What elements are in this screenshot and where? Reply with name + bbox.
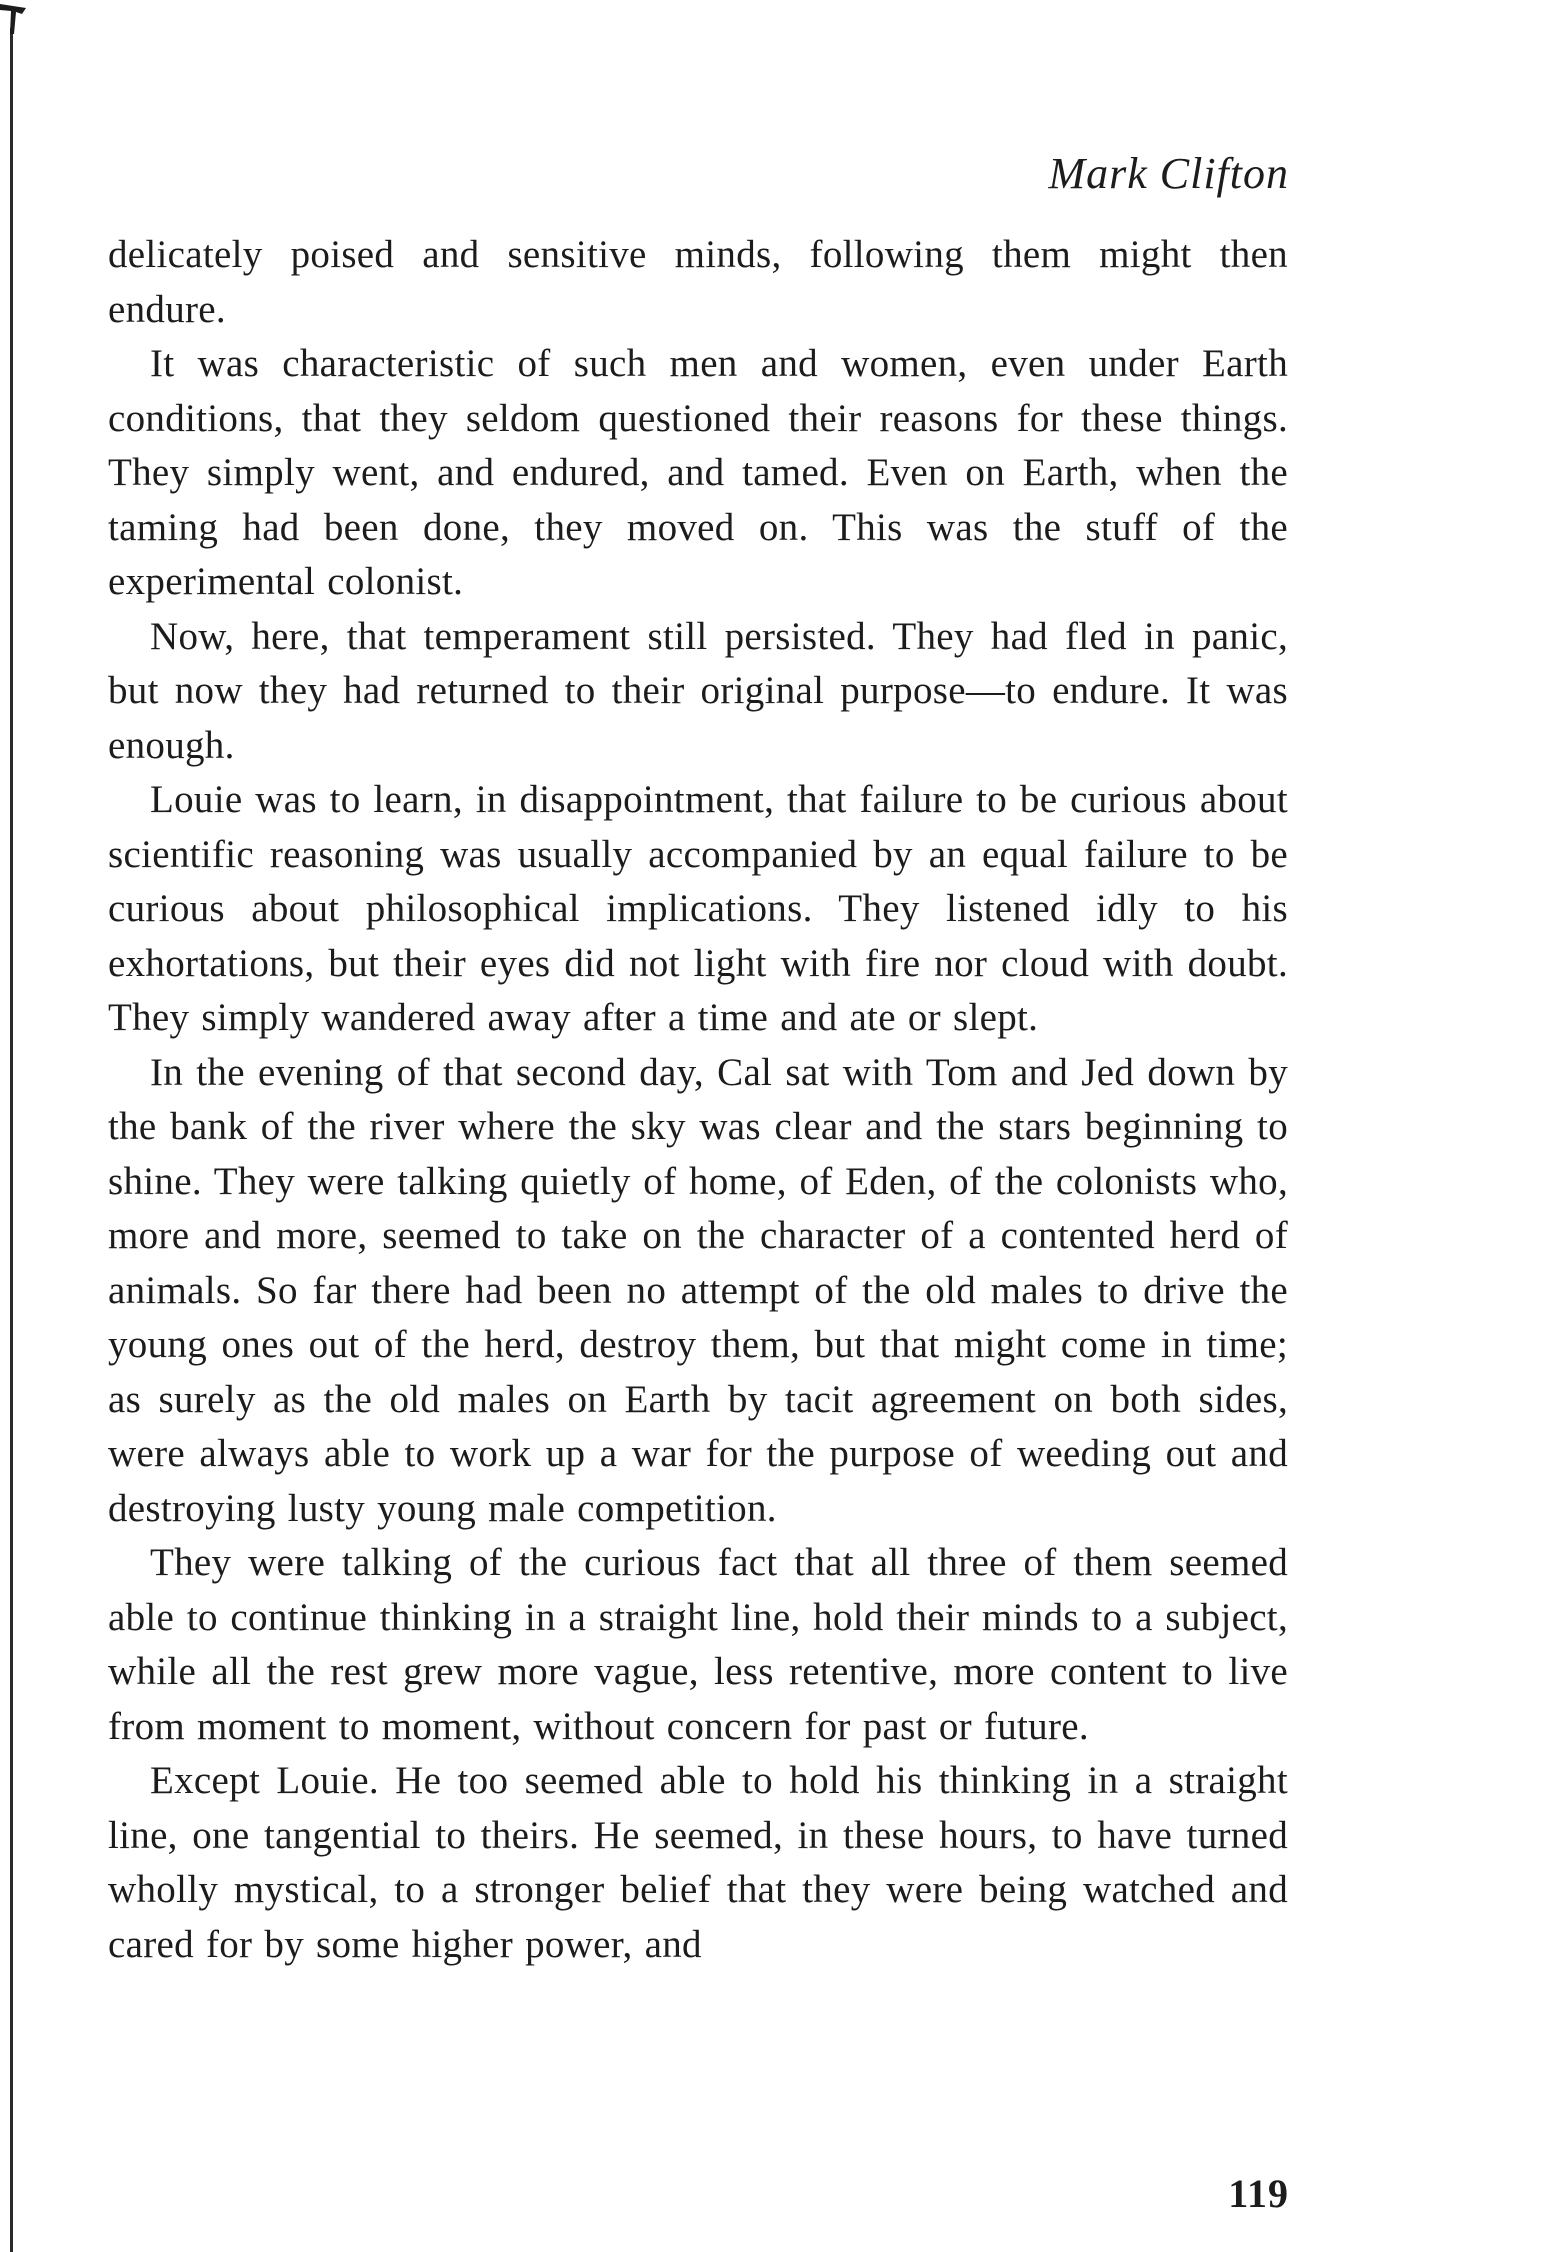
corner-mark-icon	[0, 0, 30, 34]
page-number: 119	[1228, 2171, 1289, 2216]
page-binding-edge	[10, 28, 13, 2252]
body-text	[108, 228, 1288, 1972]
running-head: Mark Clifton	[1048, 149, 1289, 198]
paragraph: Louie was to learn, in disappointment, that failure to be curious about scientific reasoning was usually accompanied by an equal failure to be curious about philosophical implications. They listened idly to his exhortations, but their eyes did not light with fire nor cloud with doubt. They simply wandered away after a time and ate or slept.	[108, 778, 1288, 1039]
paragraph: delicately poised and sensitive minds, following them might then endure.	[108, 233, 1288, 331]
paragraph: Now, here, that temperament still persisted. They had fled in panic, but now they had returned to their original purpose—to endure. It was enough.	[108, 614, 1288, 767]
paragraph: In the evening of that second day, Cal sat with Tom and Jed down by the bank of the river where the sky was clear and the stars beginning to shine. They were talking quietly of home, of Eden, of the colonists who, more and more, seemed to take on the character of a contented herd of animals. So far there had been no attempt of the old males to drive the young ones out of the herd, destroy them, but that might come in time; as surely as the old males on Earth by tacit agreement on both sides, were always able to work up a war for the purpose of weeding out and destroying lusty young male competition.	[108, 1050, 1288, 1530]
paragraph: It was characteristic of such men and women, even under Earth conditions, that they seldom questioned their reasons for these things. They simply went, and endured, and tamed. Even on Earth, when the taming had been done, they moved on. This was the stuff of the experimental colonist.	[108, 342, 1288, 603]
paragraph: They were talking of the curious fact that all three of them seemed able to continue thinking in a straight line, hold their minds to a subject, while all the rest grew more vague, less retentive, more content to live from moment to moment, without concern for past or future.	[108, 1541, 1288, 1748]
paragraph: Except Louie. He too seemed able to hold his thinking in a straight line, one tangential to theirs. He seemed, in these hours, to have turned wholly mystical, to a stronger belief that they were being watched and cared for by some higher power, and	[108, 1759, 1288, 1966]
